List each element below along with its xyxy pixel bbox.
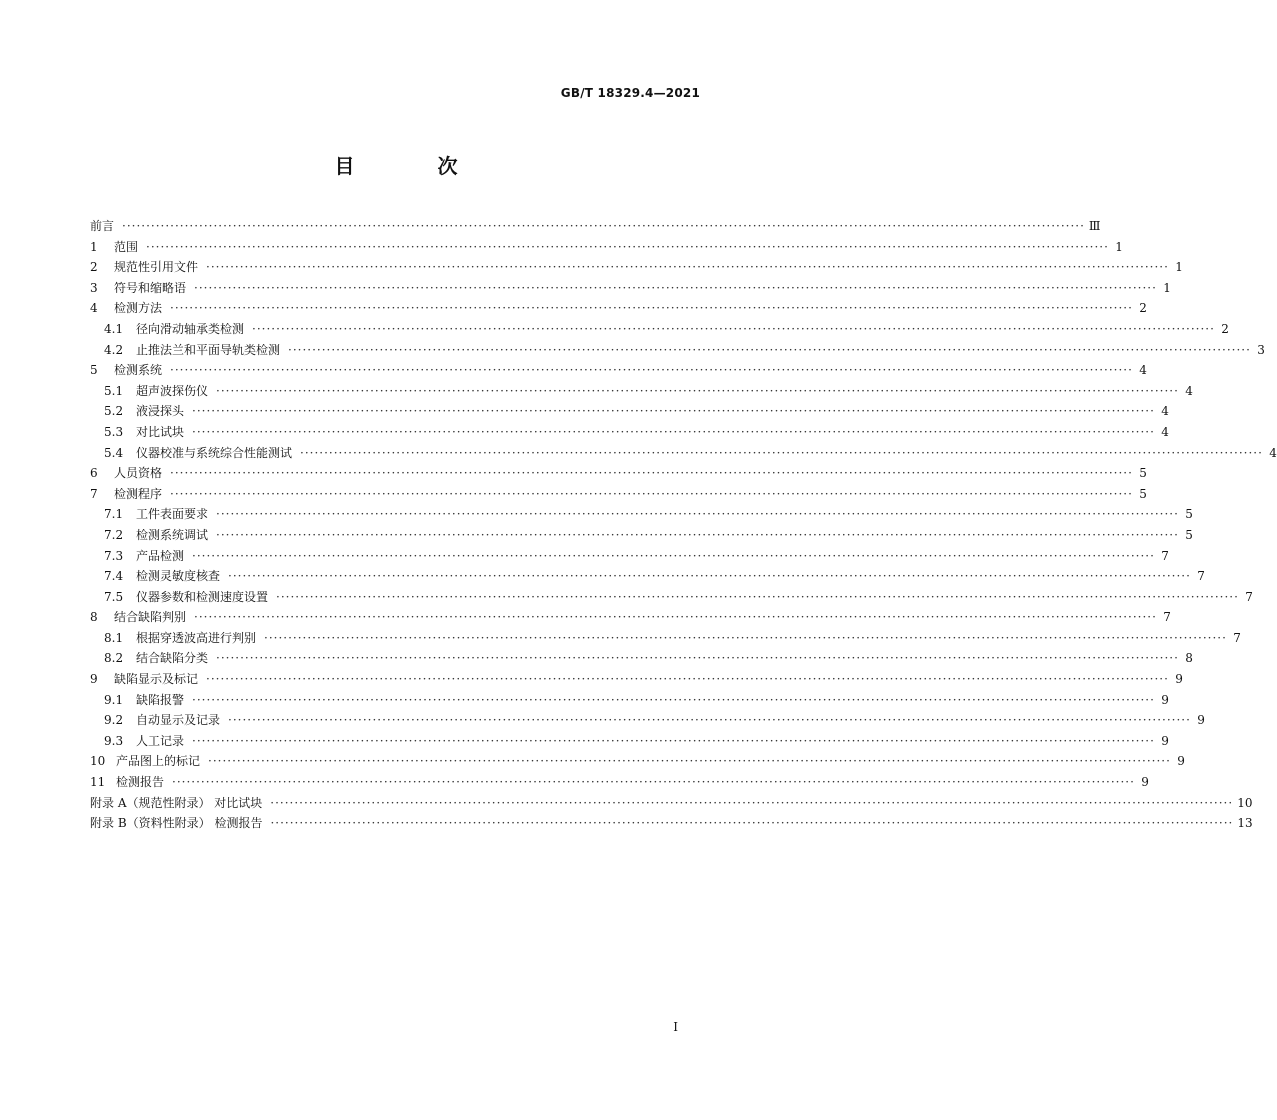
toc-entry-label <box>104 443 292 463</box>
toc-entry[interactable] <box>90 422 1169 443</box>
toc-entry-label <box>104 340 280 360</box>
toc-leader-dots: ········································································································································································································ <box>206 672 1169 687</box>
toc-entry-number: 7.4 <box>104 569 124 584</box>
toc-leader-dots: ········································································································································································································ <box>276 589 1239 604</box>
toc-leader-dots: ········································································································································································································ <box>252 321 1215 336</box>
toc-entry-label <box>90 793 262 813</box>
toc-entry[interactable] <box>90 257 1183 278</box>
toc-entry-page: 9 <box>1175 672 1183 687</box>
toc-entry-page: 9 <box>1161 692 1169 707</box>
toc-entry-number: 8.2 <box>104 651 124 666</box>
toc-entry-text: 工件表面要求 <box>136 507 209 522</box>
toc-entry[interactable] <box>90 504 1193 525</box>
toc-entry-label <box>104 710 220 730</box>
toc-entry-label <box>104 628 256 648</box>
toc-entry-text: 仪器参数和检测速度设置 <box>136 589 269 604</box>
toc-entry-number: 5.1 <box>104 383 124 398</box>
toc-leader-dots: ········································································································································································································ <box>170 486 1133 501</box>
toc-entry-label <box>90 669 198 689</box>
toc-entry-text: 缺陷报警 <box>136 692 185 707</box>
page-title: 目 次 <box>334 154 496 178</box>
toc-entry-number: 9.2 <box>104 713 124 728</box>
toc-entry-number: 5.3 <box>104 424 124 439</box>
toc-entry[interactable] <box>90 360 1147 381</box>
toc-entry-text: 人员资格 <box>114 466 163 481</box>
toc-entry[interactable] <box>90 690 1169 711</box>
toc-entry[interactable] <box>90 278 1171 299</box>
toc-entry-text: 检测灵敏度核查 <box>136 569 221 584</box>
toc-entry-label <box>90 360 162 380</box>
toc-entry-label <box>104 422 184 442</box>
toc-entry[interactable] <box>90 607 1171 628</box>
toc-entry-number: 5 <box>90 363 98 378</box>
toc-entry[interactable] <box>90 587 1253 608</box>
toc-entry-label <box>90 237 138 257</box>
toc-entry[interactable] <box>90 566 1205 587</box>
toc-entry-text: 规范性引用文件 <box>114 260 199 275</box>
toc-entry-text: 超声波探伤仪 <box>136 383 209 398</box>
toc-entry-number: 8.1 <box>104 630 124 645</box>
toc-entry[interactable] <box>90 628 1241 649</box>
toc-entry-page: 4 <box>1269 445 1277 460</box>
toc-leader-dots: ········································································································································································································ <box>228 713 1191 728</box>
toc-entry-text: 附录 A（规范性附录） 对比试块 <box>90 795 263 810</box>
toc-leader-dots: ········································································································································································································ <box>170 363 1133 378</box>
toc-entry-page: 8 <box>1185 651 1193 666</box>
toc-entry-text: 产品检测 <box>136 548 185 563</box>
toc-entry[interactable] <box>90 751 1185 772</box>
toc-entry-page: 4 <box>1139 363 1147 378</box>
toc-entry-page: Ⅲ <box>1088 219 1101 233</box>
toc-entry-text: 符号和缩略语 <box>114 280 187 295</box>
toc-entry-text: 检测报告 <box>116 775 165 790</box>
toc-entry-text: 根据穿透波高进行判别 <box>136 630 257 645</box>
toc-entry-page: 9 <box>1197 713 1205 728</box>
toc-entry-number: 9.1 <box>104 692 124 707</box>
toc-entry-page: 1 <box>1163 280 1171 295</box>
toc-entry-number: 3 <box>90 280 98 295</box>
table-of-contents <box>90 216 1277 834</box>
toc-entry-page: 5 <box>1185 527 1193 542</box>
toc-entry-page: 5 <box>1185 507 1193 522</box>
toc-entry[interactable] <box>90 401 1169 422</box>
toc-entry[interactable] <box>90 525 1193 546</box>
toc-entry-page: 4 <box>1161 424 1169 439</box>
toc-entry-text: 检测程序 <box>114 486 163 501</box>
toc-entry-label <box>104 319 244 339</box>
toc-entry-text: 附录 B（资料性附录） 检测报告 <box>90 816 263 831</box>
toc-leader-dots: ········································································································································································································ <box>194 280 1157 295</box>
toc-entry[interactable] <box>90 648 1193 669</box>
toc-entry-label <box>90 257 198 277</box>
toc-entry-label <box>90 298 162 318</box>
toc-entry-number: 7 <box>90 486 98 501</box>
toc-entry-label <box>90 216 114 236</box>
toc-entry-text: 自动显示及记录 <box>136 713 221 728</box>
toc-entry-label <box>90 484 162 504</box>
toc-leader-dots: ········································································································································································································ <box>192 692 1155 707</box>
toc-entry[interactable] <box>90 463 1147 484</box>
toc-leader-dots: ········································································································································································································ <box>288 342 1251 357</box>
toc-entry[interactable] <box>90 443 1277 464</box>
toc-entry-label <box>104 566 220 586</box>
toc-entry-text: 前言 <box>90 219 115 233</box>
toc-entry-label <box>104 731 184 751</box>
toc-entry[interactable] <box>90 793 1253 814</box>
toc-leader-dots: ········································································································································································································ <box>300 445 1263 460</box>
toc-entry[interactable] <box>90 319 1229 340</box>
toc-leader-dots: ········································································································································································································ <box>192 548 1155 563</box>
page-folio: I <box>673 1020 678 1034</box>
toc-entry-text: 径向滑动轴承类检测 <box>136 321 245 336</box>
toc-entry-number: 9.3 <box>104 733 124 748</box>
toc-entry[interactable] <box>90 669 1183 690</box>
toc-leader-dots: ········································································································································································································ <box>216 507 1179 522</box>
toc-entry-label <box>90 278 186 298</box>
toc-entry-text: 范围 <box>114 239 139 254</box>
toc-entry-text: 人工记录 <box>136 733 185 748</box>
toc-leader-dots: ········································································································································································································ <box>170 466 1133 481</box>
toc-entry[interactable] <box>90 546 1169 567</box>
toc-entry-page: 7 <box>1245 589 1253 604</box>
toc-entry[interactable] <box>90 484 1147 505</box>
toc-entry-label <box>104 690 184 710</box>
toc-leader-dots: ········································································································································································································ <box>216 383 1179 398</box>
toc-leader-dots: ········································································································································································································ <box>206 260 1169 275</box>
toc-leader-dots: ········································································································································································································ <box>270 795 1234 810</box>
toc-entry-number: 4.2 <box>104 342 124 357</box>
toc-entry-page: 7 <box>1161 548 1169 563</box>
toc-entry-page: 10 <box>1237 795 1253 810</box>
toc-leader-dots: ········································································································································································································ <box>172 775 1135 790</box>
toc-entry-number: 7.2 <box>104 527 124 542</box>
toc-entry[interactable] <box>90 237 1123 258</box>
toc-entry-text: 止推法兰和平面导轨类检测 <box>136 342 281 357</box>
toc-entry-page: 5 <box>1139 466 1147 481</box>
toc-entry-number: 5.4 <box>104 445 124 460</box>
toc-leader-dots: ········································································································································································································ <box>192 733 1155 748</box>
toc-entry[interactable] <box>90 381 1193 402</box>
toc-leader-dots: ········································································································································································································ <box>216 651 1179 666</box>
toc-entry-text: 结合缺陷判别 <box>114 610 187 625</box>
toc-entry[interactable] <box>90 216 1101 237</box>
toc-leader-dots: ········································································································································································································ <box>208 754 1171 769</box>
toc-entry-page: 7 <box>1197 569 1205 584</box>
toc-entry-number: 9 <box>90 672 98 687</box>
toc-entry-text: 对比试块 <box>136 424 185 439</box>
toc-entry-number: 7.5 <box>104 589 124 604</box>
toc-leader-dots: ········································································································································································································ <box>192 424 1155 439</box>
toc-entry[interactable] <box>90 710 1205 731</box>
toc-entry[interactable] <box>90 772 1149 793</box>
toc-entry-label <box>90 751 200 771</box>
toc-leader-dots: ········································································································································································································ <box>122 219 1085 233</box>
toc-entry-text: 产品图上的标记 <box>116 754 201 769</box>
toc-entry[interactable] <box>90 813 1253 834</box>
toc-entry-label <box>104 504 208 524</box>
toc-entry-page: 5 <box>1139 486 1147 501</box>
toc-entry-text: 仪器校准与系统综合性能测试 <box>136 445 293 460</box>
toc-entry[interactable] <box>90 298 1147 319</box>
toc-entry-text: 检测系统调试 <box>136 527 209 542</box>
toc-entry-label <box>90 772 164 792</box>
toc-leader-dots: ········································································································································································································ <box>264 630 1227 645</box>
toc-entry-label <box>104 525 208 545</box>
toc-entry-text: 缺陷显示及标记 <box>114 672 199 687</box>
toc-entry-page: 9 <box>1177 754 1185 769</box>
toc-entry[interactable] <box>90 731 1169 752</box>
toc-entry-number: 2 <box>90 260 98 275</box>
toc-entry-page: 1 <box>1115 239 1123 254</box>
toc-entry-number: 6 <box>90 466 98 481</box>
toc-entry[interactable] <box>90 340 1265 361</box>
toc-leader-dots: ········································································································································································································ <box>270 816 1234 831</box>
toc-entry-page: 7 <box>1163 610 1171 625</box>
toc-entry-page: 4 <box>1185 383 1193 398</box>
toc-leader-dots: ········································································································································································································ <box>170 301 1133 316</box>
toc-entry-text: 结合缺陷分类 <box>136 651 209 666</box>
toc-entry-page: 7 <box>1233 630 1241 645</box>
toc-entry-number: 1 <box>90 239 98 254</box>
toc-entry-number: 4 <box>90 301 98 316</box>
toc-entry-page: 3 <box>1257 342 1265 357</box>
toc-entry-number: 4.1 <box>104 321 124 336</box>
toc-entry-page: 9 <box>1141 775 1149 790</box>
toc-entry-number: 11 <box>90 775 106 790</box>
toc-entry-number: 7.3 <box>104 548 124 563</box>
toc-leader-dots: ········································································································································································································ <box>216 527 1179 542</box>
toc-entry-label <box>90 607 186 627</box>
toc-entry-text: 检测系统 <box>114 363 163 378</box>
toc-entry-text: 液浸探头 <box>136 404 185 419</box>
toc-entry-label <box>90 463 162 483</box>
toc-entry-page: 2 <box>1139 301 1147 316</box>
toc-entry-label <box>104 401 184 421</box>
toc-entry-label <box>104 587 268 607</box>
toc-entry-page: 2 <box>1221 321 1229 336</box>
toc-entry-label <box>104 381 208 401</box>
toc-entry-page: 9 <box>1161 733 1169 748</box>
toc-entry-label <box>104 546 184 566</box>
toc-entry-page: 4 <box>1161 404 1169 419</box>
toc-entry-number: 5.2 <box>104 404 124 419</box>
toc-entry-page: 13 <box>1237 816 1253 831</box>
toc-entry-label <box>104 648 208 668</box>
toc-leader-dots: ········································································································································································································ <box>192 404 1155 419</box>
toc-entry-page: 1 <box>1175 260 1183 275</box>
toc-leader-dots: ········································································································································································································ <box>194 610 1157 625</box>
toc-leader-dots: ········································································································································································································ <box>146 239 1109 254</box>
standard-code: GB/T 18329.4—2021 <box>560 86 700 100</box>
toc-entry-text: 检测方法 <box>114 301 163 316</box>
toc-entry-label <box>90 813 262 833</box>
toc-leader-dots: ········································································································································································································ <box>228 569 1191 584</box>
toc-entry-number: 8 <box>90 610 98 625</box>
toc-entry-number: 7.1 <box>104 507 124 522</box>
toc-entry-number: 10 <box>90 754 106 769</box>
